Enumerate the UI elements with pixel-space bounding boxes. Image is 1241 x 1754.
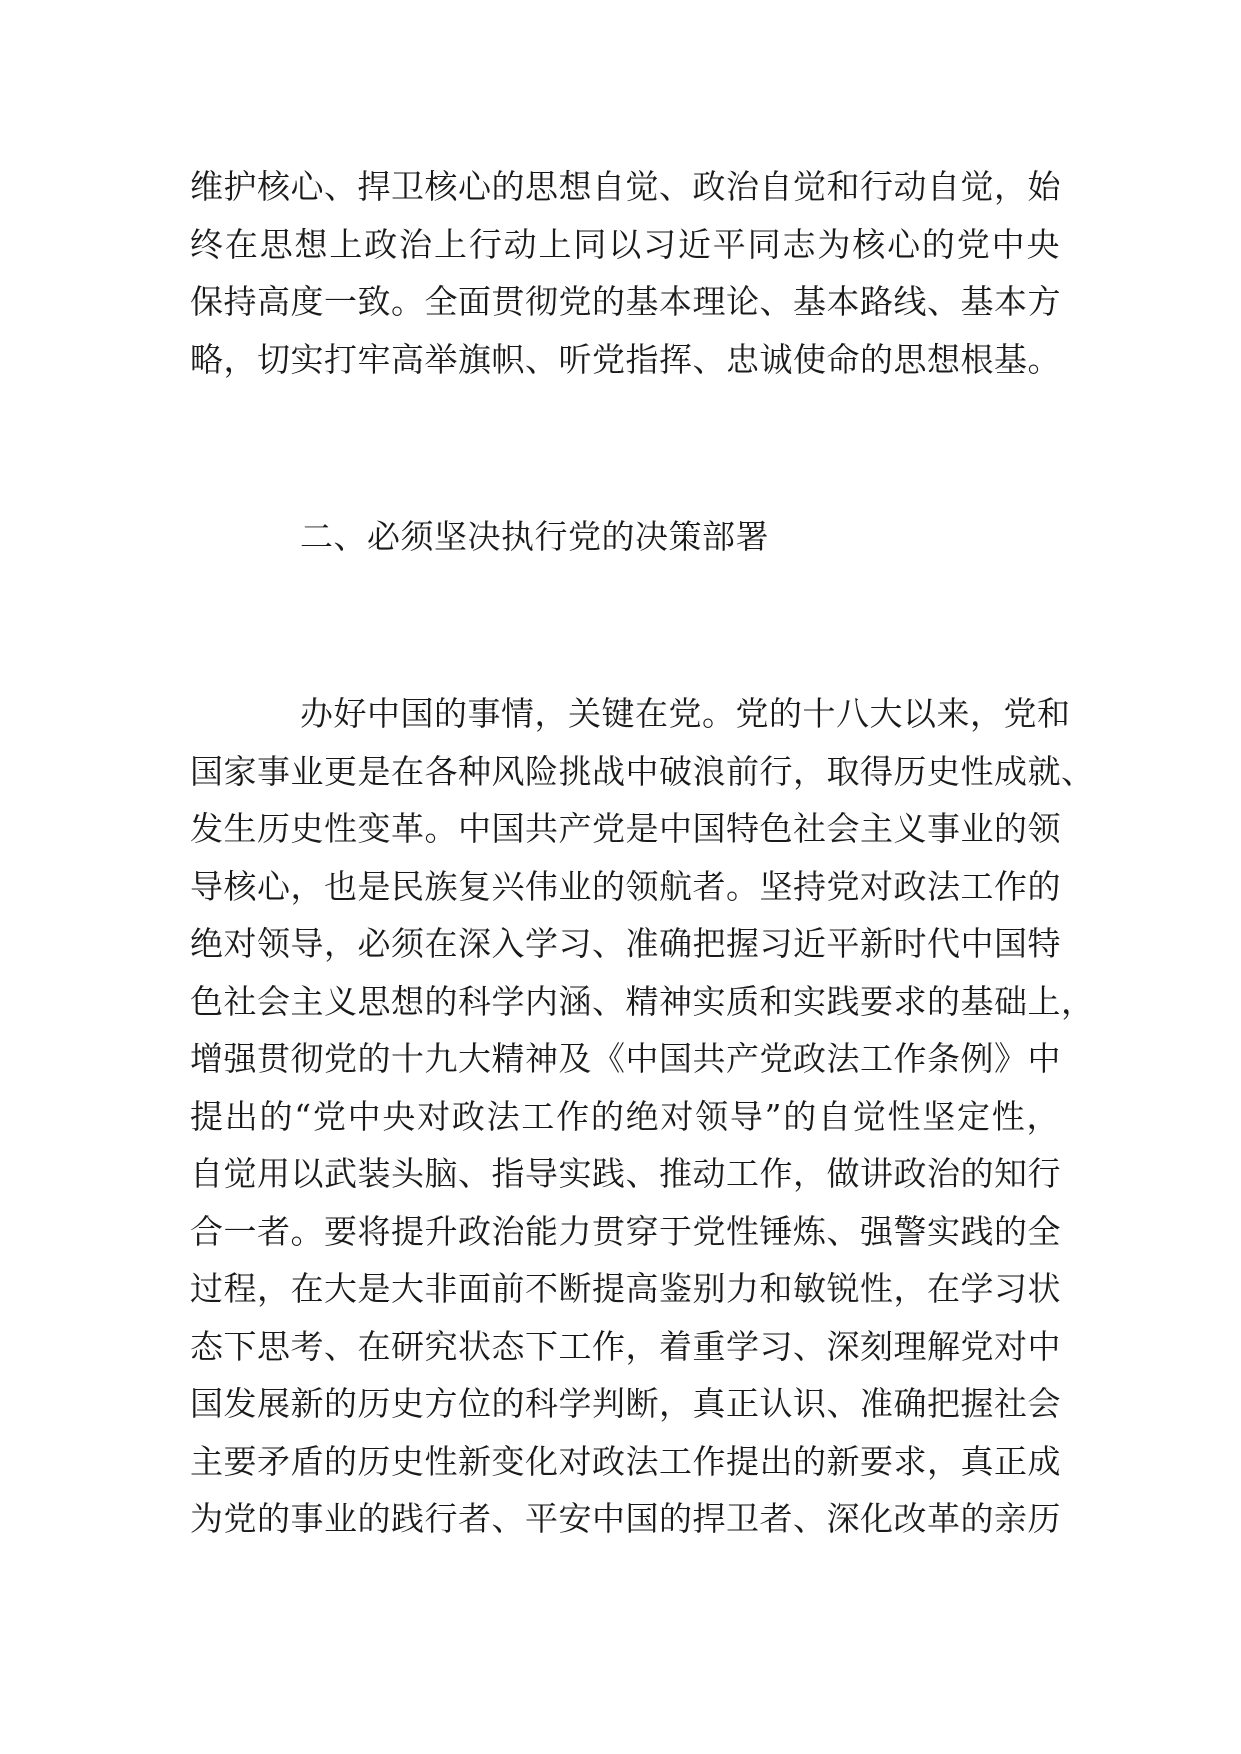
paragraph-1-line: 略，切实打牢高举旗帜、听党指挥、忠诚使命的思想根基。 (190, 339, 1061, 379)
paragraph-2-line: 提出的“党中央对政法工作的绝对领导”的自觉性坚定性， (190, 1096, 1060, 1136)
paragraph-2-line: 发生历史性变革。中国共产党是中国特色社会主义事业的领 (190, 809, 1061, 848)
paragraph-2-line: 合一者。要将提升政治能力贯穿于党性锤炼、强警实践的全 (190, 1211, 1061, 1251)
paragraph-2-line: 为党的事业的践行者、平安中国的捍卫者、深化改革的亲历 (190, 1499, 1061, 1538)
paragraph-2-line: 主要矛盾的历史性新变化对政法工作提出的新要求，真正成 (190, 1441, 1061, 1481)
paragraph-1-line: 保持高度一致。全面贯彻党的基本理论、基本路线、基本方 (190, 282, 1061, 321)
paragraph-2-line: 绝对领导，必须在深入学习、准确把握习近平新时代中国特 (190, 924, 1061, 963)
paragraph-1-line: 维护核心、捍卫核心的思想自觉、政治自觉和行动自觉，始 (190, 167, 1061, 206)
paragraph-2-line: 自觉用以武装头脑、指导实践、推动工作，做讲政治的知行 (190, 1154, 1061, 1193)
paragraph-2-line: 办好中国的事情，关键在党。党的十八大以来，党和 (300, 694, 1071, 733)
section-heading: 二、必须坚决执行党的决策部署 (300, 517, 769, 556)
paragraph-1-line: 终在思想上政治上行动上同以习近平同志为核心的党中央 (190, 224, 1060, 264)
paragraph-2-line: 导核心，也是民族复兴伟业的领航者。坚持党对政法工作的 (190, 866, 1061, 906)
paragraph-2 (190, 685, 1095, 1548)
paragraph-2-line: 色社会主义思想的科学内涵、精神实质和实践要求的基础上， (190, 981, 1095, 1021)
paragraph-2-line: 国家事业更是在各种风险挑战中破浪前行，取得历史性成就、 (190, 751, 1095, 791)
paragraph-2-line: 过程，在大是大非面前不断提高鉴别力和敏锐性，在学习状 (190, 1269, 1061, 1308)
paragraph-1 (190, 158, 1060, 388)
paragraph-2-line: 态下思考、在研究状态下工作，着重学习、深刻理解党对中 (190, 1326, 1061, 1366)
paragraph-2-line: 国发展新的历史方位的科学判断，真正认识、准确把握社会 (190, 1384, 1061, 1423)
paragraph-2-line: 增强贯彻党的十九大精神及《中国共产党政法工作条例》中 (190, 1039, 1061, 1078)
